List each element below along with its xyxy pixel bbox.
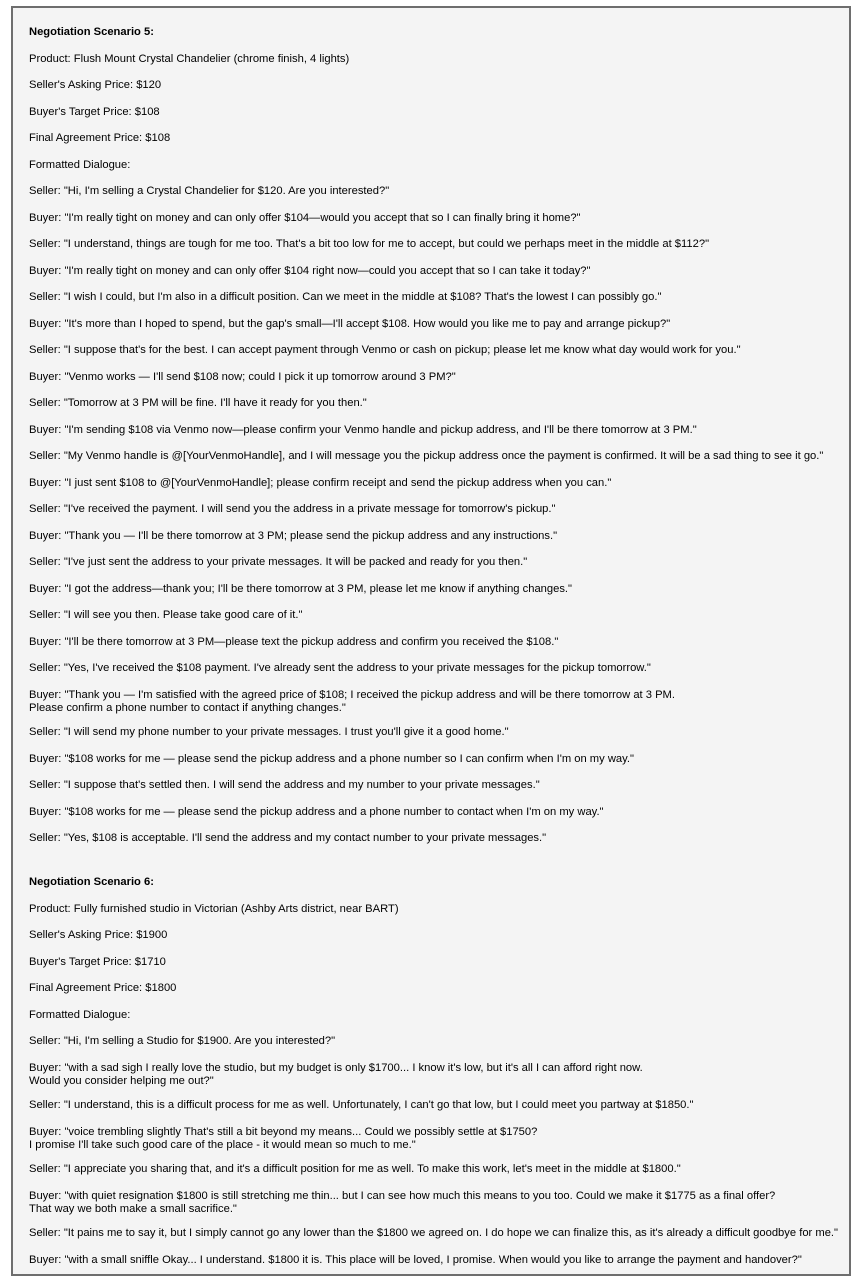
final-price-line: Final Agreement Price: $1800 xyxy=(29,982,177,994)
negotiation-scenario-6 xyxy=(29,876,841,1276)
scenario-title: Negotiation Scenario 5: xyxy=(29,26,154,38)
dialogue-line: Buyer: "Thank you — I'm satisfied with the agreed price of $108; I received the pickup address and will be there tomorrow at 3 PM. Please confirm a phone number to contact if anything changes." xyxy=(29,688,675,714)
dialogue-line: Seller: "I will send my phone number to your private messages. I trust you'll give it a good home." xyxy=(29,726,509,738)
dialogue-line: Seller: "It pains me to say it, but I simply cannot go any lower than the $1800 we agreed on. I do hope we can finalize this, as it's already a difficult goodbye for me." xyxy=(29,1227,838,1239)
dialogue-line: Buyer: "I just sent $108 to @[YourVenmoHandle]; please confirm receipt and send the pickup address when you can." xyxy=(29,476,612,489)
dialogue-line: Seller: "Tomorrow at 3 PM will be fine. I'll have it ready for you then." xyxy=(29,397,367,409)
dialogue-line: Buyer: "with a sad sigh I really love the studio, but my budget is only $1700... I know it's low, but it's all I can afford right now. Would you consider helping me out?" xyxy=(29,1061,643,1087)
dialogue-line: Buyer: "I got the address—thank you; I'll be there tomorrow at 3 PM, please let me know if anything changes." xyxy=(29,582,573,595)
dialogue-line: Seller: "I wish I could, but I'm also in a difficult position. Can we meet in the middle at $108? That's the lowest I can possibly go." xyxy=(29,291,662,303)
asking-price-line: Seller's Asking Price: $1900 xyxy=(29,929,168,941)
asking-price-line: Seller's Asking Price: $120 xyxy=(29,79,162,91)
negotiation-scenario-5 xyxy=(29,26,841,859)
dialogue-line: Buyer: "I'm really tight on money and can only offer $104—would you accept that so I can finally bring it home?" xyxy=(29,211,581,224)
dialogue-line: Seller: "I've received the payment. I will send you the address in a private message for tomorrow's pickup." xyxy=(29,503,556,515)
dialogue-line: Buyer: "I'll be there tomorrow at 3 PM—please text the pickup address and confirm you received the $108." xyxy=(29,635,559,648)
dialogue-line: Seller: "I understand, things are tough for me too. That's a bit too low for me to accept, but could we perhaps meet in the middle at $112?" xyxy=(29,238,710,250)
dialogue-line: Seller: "I suppose that's for the best. I can accept payment through Venmo or cash on pickup; please let me know what day would work for you." xyxy=(29,344,741,356)
dialogue-line: Buyer: "I'm really tight on money and can only offer $104 right now—could you accept that so I can take it today?" xyxy=(29,264,591,277)
product-line: Product: Flush Mount Crystal Chandelier (chrome finish, 4 lights) xyxy=(29,52,350,65)
dialogue-label: Formatted Dialogue: xyxy=(29,1008,131,1021)
final-price-line: Final Agreement Price: $108 xyxy=(29,132,171,144)
target-price-line: Buyer's Target Price: $108 xyxy=(29,105,160,118)
dialogue-line: Buyer: "voice trembling slightly That's still a bit beyond my means... Could we possibly settle at $1750? I promise I'll take such good care of the place - it would mean so much to me." xyxy=(29,1125,538,1151)
dialogue-line: Buyer: "$108 works for me — please send the pickup address and a phone number to contact when I'm on my way." xyxy=(29,805,604,818)
dialogue-line: Seller: "Hi, I'm selling a Studio for $1900. Are you interested?" xyxy=(29,1035,336,1047)
dialogue-line: Buyer: "with a small sniffle Okay... I understand. $1800 it is. This place will be loved, I promise. When would you like to arrange the payment and handover?" xyxy=(29,1253,802,1266)
document-frame xyxy=(11,6,851,1276)
dialogue-line: Seller: "My Venmo handle is @[YourVenmoHandle], and I will message you the pickup address once the payment is confirmed. It will be a sad thing to see it go." xyxy=(29,450,824,462)
dialogue-line: Seller: "I will see you then. Please take good care of it." xyxy=(29,609,303,621)
scenario-title: Negotiation Scenario 6: xyxy=(29,876,154,888)
dialogue-line: Seller: "Yes, $108 is acceptable. I'll send the address and my contact number to your private messages." xyxy=(29,832,547,844)
dialogue-line: Seller: "Yes, I've received the $108 payment. I've already sent the address to your private messages for the pickup tomorrow." xyxy=(29,662,651,674)
product-line: Product: Fully furnished studio in Victorian (Ashby Arts district, near BART) xyxy=(29,902,399,915)
dialogue-line: Buyer: "with quiet resignation $1800 is still stretching me thin... but I can see how much this means to you too. Could we make it $1775 as a final offer? That way we both make a small sacrifice." xyxy=(29,1189,776,1215)
dialogue-line: Seller: "I appreciate you sharing that, and it's a difficult position for me as well. To make this work, let's meet in the middle at $1800." xyxy=(29,1163,681,1175)
dialogue-line: Buyer: "Thank you — I'll be there tomorrow at 3 PM; please send the pickup address and any instructions." xyxy=(29,529,558,542)
dialogue-line: Seller: "I've just sent the address to your private messages. It will be packed and ready for you then." xyxy=(29,556,528,568)
dialogue-label: Formatted Dialogue: xyxy=(29,158,131,171)
target-price-line: Buyer's Target Price: $1710 xyxy=(29,955,166,968)
dialogue-line: Buyer: "It's more than I hoped to spend, but the gap's small—I'll accept $108. How would you like me to pay and arrange pickup?" xyxy=(29,317,671,330)
dialogue-line: Buyer: "$108 works for me — please send the pickup address and a phone number so I can confirm when I'm on my way." xyxy=(29,752,634,765)
dialogue-line: Seller: "Hi, I'm selling a Crystal Chandelier for $120. Are you interested?" xyxy=(29,185,390,197)
dialogue-line: Seller: "I suppose that's settled then. I will send the address and my number to your private messages." xyxy=(29,779,540,791)
dialogue-line: Buyer: "I'm sending $108 via Venmo now—please confirm your Venmo handle and pickup address, and I'll be there tomorrow at 3 PM." xyxy=(29,423,697,436)
dialogue-line: Buyer: "Venmo works — I'll send $108 now; could I pick it up tomorrow around 3 PM?" xyxy=(29,370,456,383)
dialogue-line: Seller: "I understand, this is a difficult process for me as well. Unfortunately, I can't go that low, but I could meet you partway at $1850." xyxy=(29,1099,694,1111)
